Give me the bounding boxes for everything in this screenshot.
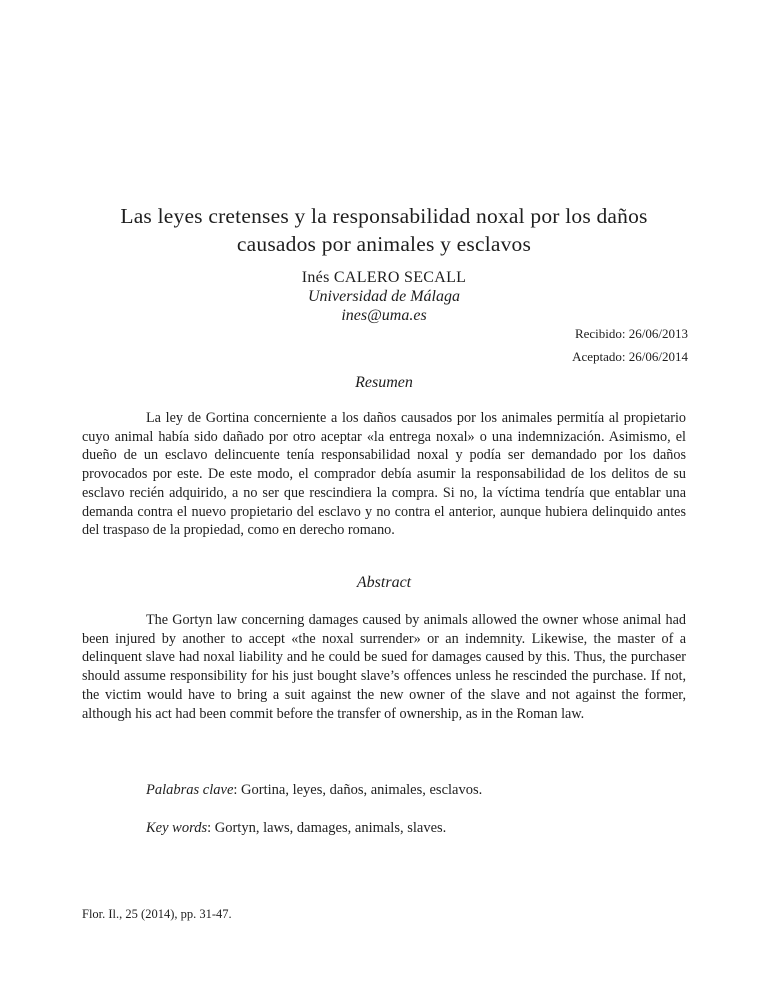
author-block xyxy=(200,268,568,325)
resumen-heading: Resumen xyxy=(355,374,413,391)
keywords-spanish xyxy=(146,781,686,799)
abstract-text: The Gortyn law concerning damages caused by animals allowed the owner whose animal had been injured by another to accept «the noxal surrender» or an indemnity. Likewise, the master of a delinquent slave had noxal liability and he could be sued for damages caused by this. Thus, the purchaser should assume responsibility for his just bought slave’s offences unless he rescinded the purchase. If not, the victim would have to bring a suit against the new owner of the slave and not against the former, although his act had been commit before the transfer of ownership, as in the Roman law. xyxy=(82,612,686,722)
resumen-text: La ley de Gortina concerniente a los daños causados por los animales permitía al propietario cuyo animal había sido dañado por otro aceptar «la entrega noxal» o una indemnización. Asimismo, el dueño de un esclavo delincuente tenía responsabilidad noxal y podía ser demandado por los daños provocados por este. De este modo, el comprador debía asumir la responsabilidad de los delitos de su esclavo recién adquirido, a no ser que rescindiera la compra. Si no, la víctima tendría que entablar una demanda contra el nuevo propietario del esclavo y no contra el anterior, aunque hubiera delinquido antes del traspaso de la propiedad, como en derecho romano. xyxy=(82,410,686,539)
author-email: ines@uma.es xyxy=(341,307,427,324)
journal-citation: Flor. Il., 25 (2014), pp. 31-47. xyxy=(82,907,232,921)
article-title-line-1: Las leyes cretenses y la responsabilidad noxal por los daños xyxy=(120,204,648,228)
received-date: Recibido: 26/06/2013 xyxy=(574,326,688,341)
accepted-date: Aceptado: 26/06/2014 xyxy=(572,349,688,364)
keywords-english-value: : Gortyn, laws, damages, animals, slaves. xyxy=(207,820,447,836)
article-title xyxy=(80,202,688,258)
submission-dates xyxy=(572,322,688,368)
article-title-line-2: causados por animales y esclavos xyxy=(236,232,532,256)
keywords-spanish-value: : Gortina, leyes, daños, animales, esclavos. xyxy=(233,782,483,798)
author-institution: Universidad de Málaga xyxy=(308,288,460,305)
author-name: Inés CALERO SECALL xyxy=(301,269,467,286)
keywords-english xyxy=(146,819,686,837)
keywords-spanish-label: Palabras clave xyxy=(146,782,234,798)
abstract-heading: Abstract xyxy=(356,574,412,591)
keywords-english-label: Key words xyxy=(146,820,208,836)
